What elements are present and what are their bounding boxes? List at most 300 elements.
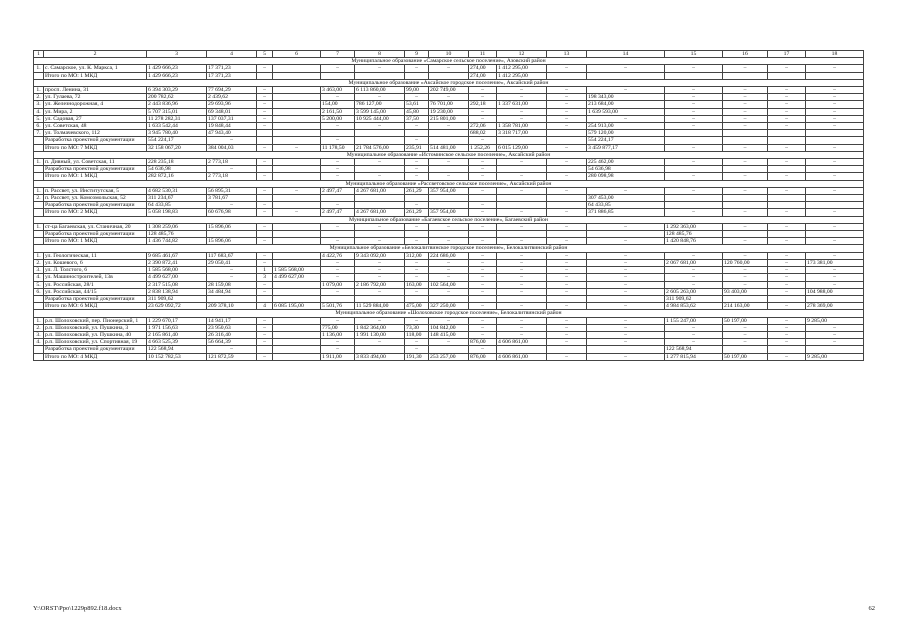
- table-cell: [665, 166, 723, 173]
- table-cell: 5.: [34, 115, 44, 122]
- table-cell: [273, 317, 321, 324]
- table-cell: –: [665, 187, 723, 194]
- table-cell: –: [587, 339, 665, 346]
- table-cell: –: [665, 159, 723, 166]
- table-cell: –: [429, 274, 469, 281]
- table-cell: 4 682 530,31: [147, 187, 207, 194]
- table-cell: 29 050,41: [207, 259, 257, 266]
- table-cell: [806, 346, 864, 353]
- table-row: [34, 130, 864, 137]
- table-cell: –: [665, 274, 723, 281]
- table-cell: 10 152 782,53: [147, 353, 207, 360]
- table-row: [34, 209, 864, 216]
- table-cell: –: [405, 288, 429, 295]
- table-cell: 117 683,67: [207, 252, 257, 259]
- table-cell: –: [768, 123, 806, 130]
- table-cell: [34, 173, 44, 180]
- table-cell: 2.: [34, 324, 44, 331]
- table-cell: [768, 195, 806, 202]
- table-cell: –: [405, 274, 429, 281]
- table-cell: 102 564,00: [429, 281, 469, 288]
- table-row: [34, 267, 864, 274]
- table-cell: –: [587, 317, 665, 324]
- table-cell: 191,30: [405, 353, 429, 360]
- table-cell: 3 463,00: [321, 87, 355, 94]
- table-cell: –: [547, 274, 587, 281]
- table-cell: –: [806, 223, 864, 230]
- table-cell: 4 606 861,00: [497, 339, 547, 346]
- table-cell: –: [806, 187, 864, 194]
- table-cell: –: [207, 274, 257, 281]
- table-cell: –: [768, 94, 806, 101]
- table-cell: –: [257, 65, 273, 72]
- table-cell: 17 371,23: [207, 65, 257, 72]
- table-cell: –: [321, 202, 355, 209]
- table-cell: 1 412 295,00: [497, 65, 547, 72]
- table-cell: [257, 137, 273, 144]
- table-cell: –: [665, 94, 723, 101]
- table-cell: [405, 130, 429, 137]
- table-cell: 6 015 129,00: [497, 144, 547, 151]
- table-cell: р.п. Шолоховский, ул. Пушкина, 40: [44, 331, 147, 338]
- table-cell: –: [497, 94, 547, 101]
- table-cell: –: [257, 94, 273, 101]
- table-cell: –: [405, 123, 429, 130]
- table-cell: –: [768, 259, 806, 266]
- table-cell: –: [321, 94, 355, 101]
- table-cell: 2 390 872,41: [147, 259, 207, 266]
- table-cell: [587, 295, 665, 302]
- table-cell: [723, 231, 768, 238]
- table-cell: 4 984 853,62: [665, 303, 723, 310]
- table-cell: –: [429, 223, 469, 230]
- table-cell: –: [469, 259, 497, 266]
- table-cell: –: [497, 187, 547, 194]
- table-cell: 261,29: [405, 209, 429, 216]
- table-cell: Разработка проектной документации: [44, 295, 147, 302]
- table-cell: ул. Л. Толстого, 6: [44, 267, 147, 274]
- table-cell: 3 599 145,00: [355, 108, 405, 115]
- table-cell: –: [806, 123, 864, 130]
- table-row: [34, 339, 864, 346]
- table-row: [34, 353, 864, 360]
- table-cell: 148 415,00: [429, 331, 469, 338]
- table-cell: –: [665, 87, 723, 94]
- table-body: [34, 51, 864, 361]
- table-cell: 3 459 877,17: [587, 144, 665, 151]
- table-row: [34, 238, 864, 245]
- table-cell: 3.: [34, 331, 44, 338]
- table-cell: [257, 195, 273, 202]
- table-cell: –: [405, 346, 429, 353]
- table-cell: [257, 72, 273, 79]
- table-cell: 54 636,98: [147, 166, 207, 173]
- table-row: [34, 274, 864, 281]
- table-cell: 28 159,08: [207, 281, 257, 288]
- table-cell: 1.: [34, 65, 44, 72]
- table-cell: [355, 72, 405, 79]
- section-header-row: [34, 216, 864, 223]
- table-cell: –: [405, 339, 429, 346]
- table-cell: –: [469, 209, 497, 216]
- table-cell: –: [547, 252, 587, 259]
- table-cell: –: [806, 108, 864, 115]
- table-cell: 11 529 884,00: [355, 303, 405, 310]
- table-cell: 10 925 444,00: [355, 115, 405, 122]
- table-cell: 1.: [34, 187, 44, 194]
- table-cell: 173 381,00: [806, 259, 864, 266]
- table-cell: –: [497, 252, 547, 259]
- table-cell: 274,00: [469, 65, 497, 72]
- table-cell: –: [768, 159, 806, 166]
- table-cell: 4: [257, 303, 273, 310]
- table-cell: 122 568,94: [665, 346, 723, 353]
- table-cell: 76 701,00: [429, 101, 469, 108]
- table-cell: 1 585 568,00: [147, 267, 207, 274]
- table-cell: [806, 195, 864, 202]
- table-cell: –: [429, 259, 469, 266]
- table-cell: –: [321, 137, 355, 144]
- table-cell: [429, 231, 469, 238]
- table-row: [34, 231, 864, 238]
- table-cell: –: [321, 238, 355, 245]
- table-cell: 3: [257, 274, 273, 281]
- table-cell: –: [768, 108, 806, 115]
- table-cell: –: [806, 274, 864, 281]
- table-cell: –: [587, 353, 665, 360]
- table-cell: –: [723, 274, 768, 281]
- table-cell: 137 037,31: [207, 115, 257, 122]
- column-header: 17: [768, 51, 806, 58]
- table-cell: 5 058 198,83: [147, 209, 207, 216]
- table-cell: [405, 72, 429, 79]
- table-cell: –: [207, 346, 257, 353]
- table-cell: –: [469, 223, 497, 230]
- table-cell: [355, 295, 405, 302]
- table-cell: –: [665, 144, 723, 151]
- table-cell: 121 872,59: [207, 353, 257, 360]
- table-cell: –: [768, 173, 806, 180]
- table-cell: 274,00: [469, 72, 497, 79]
- table-cell: –: [355, 274, 405, 281]
- table-cell: 200 782,62: [147, 94, 207, 101]
- table-cell: –: [429, 123, 469, 130]
- table-cell: [321, 195, 355, 202]
- table-cell: 202 749,00: [429, 87, 469, 94]
- table-cell: –: [497, 288, 547, 295]
- table-cell: 1 842 364,00: [355, 324, 405, 331]
- table-cell: –: [665, 123, 723, 130]
- table-cell: 17 371,23: [207, 72, 257, 79]
- table-cell: 128 485,76: [665, 231, 723, 238]
- table-cell: 6 113 860,00: [355, 87, 405, 94]
- table-cell: –: [587, 303, 665, 310]
- table-cell: –: [768, 317, 806, 324]
- table-cell: 15 896,06: [207, 223, 257, 230]
- table-cell: –: [587, 259, 665, 266]
- table-cell: [273, 288, 321, 295]
- table-cell: 9 685 461,67: [147, 252, 207, 259]
- table-cell: 6 394 303,29: [147, 87, 207, 94]
- table-cell: –: [497, 324, 547, 331]
- table-cell: 54 636,98: [587, 166, 665, 173]
- table-cell: просп. Ленина, 31: [44, 87, 147, 94]
- table-cell: –: [321, 274, 355, 281]
- table-cell: 69 348,01: [207, 108, 257, 115]
- table-cell: –: [469, 288, 497, 295]
- table-cell: –: [429, 65, 469, 72]
- table-cell: 23 950,63: [207, 324, 257, 331]
- table-cell: 1 292 363,00: [665, 223, 723, 230]
- table-cell: –: [257, 324, 273, 331]
- table-cell: –: [429, 288, 469, 295]
- section-title: Муниципальное образование «Аксайское городское поселение», Аксайский район: [34, 79, 864, 86]
- table-cell: [273, 346, 321, 353]
- table-cell: 261,29: [405, 187, 429, 194]
- table-cell: [547, 130, 587, 137]
- table-cell: 1 337 631,00: [497, 101, 547, 108]
- table-cell: 9 285,00: [806, 353, 864, 360]
- table-cell: 2 067 681,00: [665, 259, 723, 266]
- table-cell: [273, 295, 321, 302]
- table-cell: [273, 87, 321, 94]
- table-cell: –: [257, 252, 273, 259]
- table-cell: [273, 238, 321, 245]
- section-header-row: [34, 79, 864, 86]
- table-cell: 11 178,50: [321, 144, 355, 151]
- table-cell: 2 186 792,00: [355, 281, 405, 288]
- table-cell: 1.: [34, 159, 44, 166]
- table-cell: 50 197,00: [723, 317, 768, 324]
- table-cell: –: [665, 65, 723, 72]
- table-cell: [273, 159, 321, 166]
- table-cell: ул. Геологическая, 11: [44, 252, 147, 259]
- table-cell: –: [547, 238, 587, 245]
- column-header: 13: [547, 51, 587, 58]
- table-cell: –: [547, 339, 587, 346]
- table-cell: 1 639 593,00: [587, 108, 665, 115]
- table-cell: 2.: [34, 195, 44, 202]
- table-cell: [273, 259, 321, 266]
- table-cell: –: [497, 274, 547, 281]
- table-cell: [273, 195, 321, 202]
- table-cell: п. Дивный, ул. Советская, 11: [44, 159, 147, 166]
- table-cell: 235,91: [405, 144, 429, 151]
- table-cell: [273, 166, 321, 173]
- table-cell: [355, 346, 405, 353]
- table-cell: –: [806, 267, 864, 274]
- table-cell: 32 158 067,20: [147, 144, 207, 151]
- table-cell: 4 267 681,00: [355, 209, 405, 216]
- table-cell: –: [547, 209, 587, 216]
- table-cell: 1 911,00: [321, 353, 355, 360]
- table-cell: ул. Толмачевского, 112: [44, 130, 147, 137]
- table-cell: 4.: [34, 108, 44, 115]
- table-cell: [257, 166, 273, 173]
- table-cell: 1 585 568,00: [273, 267, 321, 274]
- table-cell: –: [768, 353, 806, 360]
- table-cell: –: [806, 173, 864, 180]
- table-cell: р.п. Шолоховский, ул. Спортивная, 19: [44, 339, 147, 346]
- table-cell: –: [321, 166, 355, 173]
- section-header-row: [34, 58, 864, 65]
- table-cell: [273, 65, 321, 72]
- table-cell: –: [321, 288, 355, 295]
- table-cell: –: [497, 108, 547, 115]
- table-cell: 307 453,00: [587, 195, 665, 202]
- table-cell: –: [768, 252, 806, 259]
- table-cell: Итого по МО: 1 МКД: [44, 173, 147, 180]
- table-cell: –: [429, 339, 469, 346]
- table-cell: –: [587, 274, 665, 281]
- table-cell: –: [587, 238, 665, 245]
- table-cell: –: [405, 259, 429, 266]
- table-cell: Разработка проектной документации: [44, 202, 147, 209]
- table-cell: –: [257, 281, 273, 288]
- table-row: [34, 173, 864, 180]
- table-cell: 282 872,16: [147, 173, 207, 180]
- table-cell: 45,80: [405, 108, 429, 115]
- table-cell: 292,18: [469, 101, 497, 108]
- table-cell: [665, 130, 723, 137]
- table-cell: 2 165 861,40: [147, 331, 207, 338]
- table-cell: –: [405, 94, 429, 101]
- table-cell: –: [587, 115, 665, 122]
- table-cell: –: [469, 324, 497, 331]
- table-cell: 4 422,76: [321, 252, 355, 259]
- table-cell: 228 235,18: [147, 159, 207, 166]
- section-title: Муниципальное образование «Самарское сельское поселение», Азовский район: [34, 58, 864, 65]
- table-cell: –: [723, 331, 768, 338]
- table-cell: Итого по МО: 1 МКД: [44, 72, 147, 79]
- table-cell: [806, 231, 864, 238]
- table-cell: 1 252,26: [469, 144, 497, 151]
- table-cell: –: [207, 202, 257, 209]
- table-cell: –: [547, 94, 587, 101]
- table-cell: 23 629 092,72: [147, 303, 207, 310]
- table-cell: –: [355, 238, 405, 245]
- table-cell: [429, 130, 469, 137]
- table-cell: [547, 295, 587, 302]
- table-cell: –: [768, 267, 806, 274]
- table-cell: –: [321, 259, 355, 266]
- table-cell: 21 784 576,00: [355, 144, 405, 151]
- table-cell: –: [768, 209, 806, 216]
- table-row: [34, 159, 864, 166]
- table-cell: 2 497,47: [321, 187, 355, 194]
- table-cell: –: [273, 187, 321, 194]
- table-cell: –: [257, 339, 273, 346]
- table-cell: [429, 166, 469, 173]
- table-cell: –: [547, 331, 587, 338]
- column-header: 10: [429, 51, 469, 58]
- table-cell: [273, 223, 321, 230]
- table-cell: [768, 231, 806, 238]
- table-cell: 198 343,00: [587, 94, 665, 101]
- table-cell: –: [723, 267, 768, 274]
- table-cell: –: [806, 159, 864, 166]
- table-cell: 2 773,18: [207, 173, 257, 180]
- table-cell: –: [723, 94, 768, 101]
- column-header: 1: [34, 51, 44, 58]
- table-cell: Итого по МО: 2 МКД: [44, 209, 147, 216]
- table-cell: 120 760,00: [723, 259, 768, 266]
- column-header: 18: [806, 51, 864, 58]
- table-cell: [497, 202, 547, 209]
- table-cell: 4 499 627,00: [147, 274, 207, 281]
- table-cell: –: [665, 209, 723, 216]
- table-cell: 56 895,31: [207, 187, 257, 194]
- table-cell: [469, 231, 497, 238]
- table-cell: [207, 295, 257, 302]
- table-row: [34, 101, 864, 108]
- table-cell: 5 501,76: [321, 303, 355, 310]
- table-cell: 225 462,00: [587, 159, 665, 166]
- table-cell: 209 378,10: [207, 303, 257, 310]
- table-cell: 1.: [34, 87, 44, 94]
- table-cell: –: [723, 115, 768, 122]
- table-cell: [768, 130, 806, 137]
- table-cell: [806, 130, 864, 137]
- table-cell: –: [665, 339, 723, 346]
- table-cell: ул. Кошевого, 6: [44, 259, 147, 266]
- table-cell: –: [547, 115, 587, 122]
- table-cell: 280 098,98: [587, 173, 665, 180]
- table-cell: –: [723, 339, 768, 346]
- table-cell: [355, 231, 405, 238]
- table-cell: –: [321, 173, 355, 180]
- table-cell: –: [207, 267, 257, 274]
- table-cell: 104 842,00: [429, 324, 469, 331]
- table-cell: 475,00: [405, 303, 429, 310]
- table-cell: –: [429, 317, 469, 324]
- table-cell: –: [547, 159, 587, 166]
- table-cell: 4 606 861,00: [497, 353, 547, 360]
- table-cell: 37,50: [405, 115, 429, 122]
- table-cell: –: [547, 288, 587, 295]
- table-cell: –: [547, 259, 587, 266]
- table-cell: [34, 202, 44, 209]
- table-cell: [723, 295, 768, 302]
- table-cell: –: [547, 187, 587, 194]
- column-header: 12: [497, 51, 547, 58]
- table-cell: –: [665, 173, 723, 180]
- table-cell: 7.: [34, 130, 44, 137]
- table-cell: 5 200,00: [321, 115, 355, 122]
- data-table-container: [33, 50, 863, 361]
- table-cell: 19 230,00: [429, 108, 469, 115]
- table-cell: р.п. Шолоховский, пер. Пионерский, 1: [44, 317, 147, 324]
- table-cell: [257, 130, 273, 137]
- table-cell: –: [257, 144, 273, 151]
- table-cell: [355, 195, 405, 202]
- table-cell: –: [806, 324, 864, 331]
- table-cell: –: [723, 123, 768, 130]
- table-cell: –: [355, 123, 405, 130]
- table-cell: [497, 195, 547, 202]
- table-cell: [587, 72, 665, 79]
- table-cell: 1 412 295,00: [497, 72, 547, 79]
- table-cell: –: [768, 101, 806, 108]
- table-cell: [429, 202, 469, 209]
- table-cell: [429, 195, 469, 202]
- table-cell: ул. Советская, 48: [44, 123, 147, 130]
- table-cell: [355, 130, 405, 137]
- table-cell: 4.: [34, 274, 44, 281]
- table-cell: 2 443 836,96: [147, 101, 207, 108]
- table-row: [34, 331, 864, 338]
- table-cell: Разработка проектной документации: [44, 346, 147, 353]
